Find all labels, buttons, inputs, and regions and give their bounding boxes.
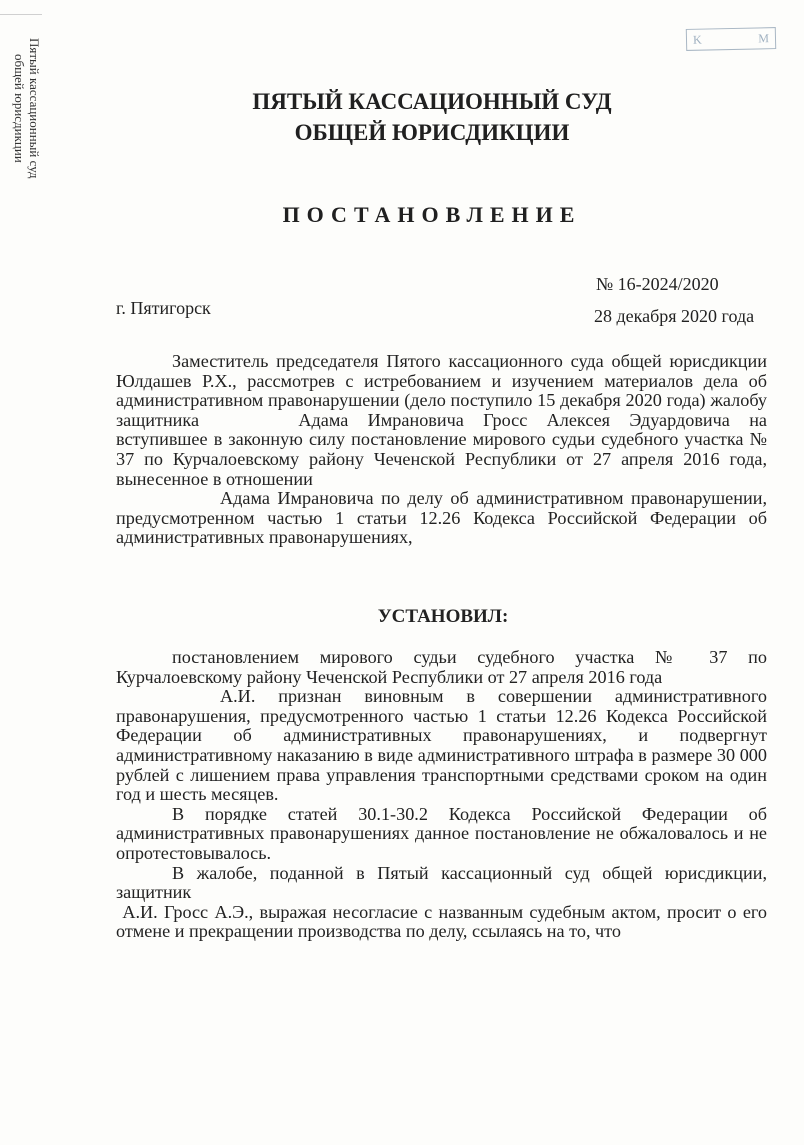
findings-para3-b: А.И. Гросс А.Э., выражая несогласие с названным судебным актом, просит о его отмене и прекращении производства по делу, ссылаясь на то, что	[116, 901, 768, 942]
findings-paragraph-3	[116, 864, 767, 942]
city: г. Пятигорск	[116, 298, 211, 318]
registration-stamp-box	[686, 27, 776, 51]
intro-text-b: Адама Имрановича Гросс Алексея Эдуардовича на вступившее в законную силу постановление мирового судьи судебного участка № 37 по Курчалоевскому району Чеченской Республики от 27 апреля 2016 года, вынесенное в отношении	[116, 409, 767, 489]
registration-right-mark: M	[758, 30, 770, 45]
document-type-title: ПОСТАНОВЛЕНИЕ	[282, 202, 582, 227]
section-heading-established: УСТАНОВИЛ:	[377, 606, 509, 627]
intro-text-c: Адама Имрановича по делу об административном правонарушении, предусмотренном частью 1 статьи 12.26 Кодекса Российской Федерации об административных правонарушениях,	[116, 488, 767, 548]
intro-text-a: Заместитель председателя Пятого кассационного суда общей юрисдикции Юлдашев Р.Х., рассмотрев с истребованием и изучением материалов дела об административном правонарушении (дело поступило 15 декабря 2020 года) жалобу защитника	[116, 351, 767, 430]
findings-para1-b: А.И. признан виновным в совершении административного правонарушения, предусмотренного частью 1 статьи 12.26 Кодекса Российской Федерации об административных правонарушениях, и подвергнут административному наказанию в виде административного штрафа в размере 30 000 рублей с лишением права управления транспортными средствами сроком на один год и шесть месяцев.	[116, 686, 767, 805]
side-stamp-line2: общей юрисдикции	[12, 53, 27, 163]
side-stamp-line1: Пятый кассационный суд	[27, 38, 42, 179]
findings-section	[116, 648, 767, 942]
findings-para1-a: постановлением мирового судьи судебного участка № 37 по Курчалоевскому району Чеченской Республики от 27 апреля 2016 года	[116, 647, 767, 687]
court-name	[0, 86, 804, 148]
intro-paragraph	[116, 352, 767, 548]
case-number: № 16-2024/2020	[596, 274, 719, 294]
findings-paragraph-2: В порядке статей 30.1-30.2 Кодекса Российской Федерации об административных правонарушениях данное постановление не обжаловалось и не опротестовывалось.	[116, 803, 767, 863]
findings-para3-a: В жалобе, поданной в Пятый кассационный суд общей юрисдикции, защитник	[116, 862, 767, 903]
document-date: 28 декабря 2020 года	[594, 306, 755, 326]
findings-paragraph-1	[116, 648, 767, 805]
registration-left-mark: K	[692, 32, 702, 47]
court-name-line1: ПЯТЫЙ КАССАЦИОННЫЙ СУД	[252, 89, 612, 114]
court-name-line2: ОБЩЕЙ ЮРИСДИКЦИИ	[294, 120, 570, 145]
scan-edge-line	[0, 14, 42, 15]
